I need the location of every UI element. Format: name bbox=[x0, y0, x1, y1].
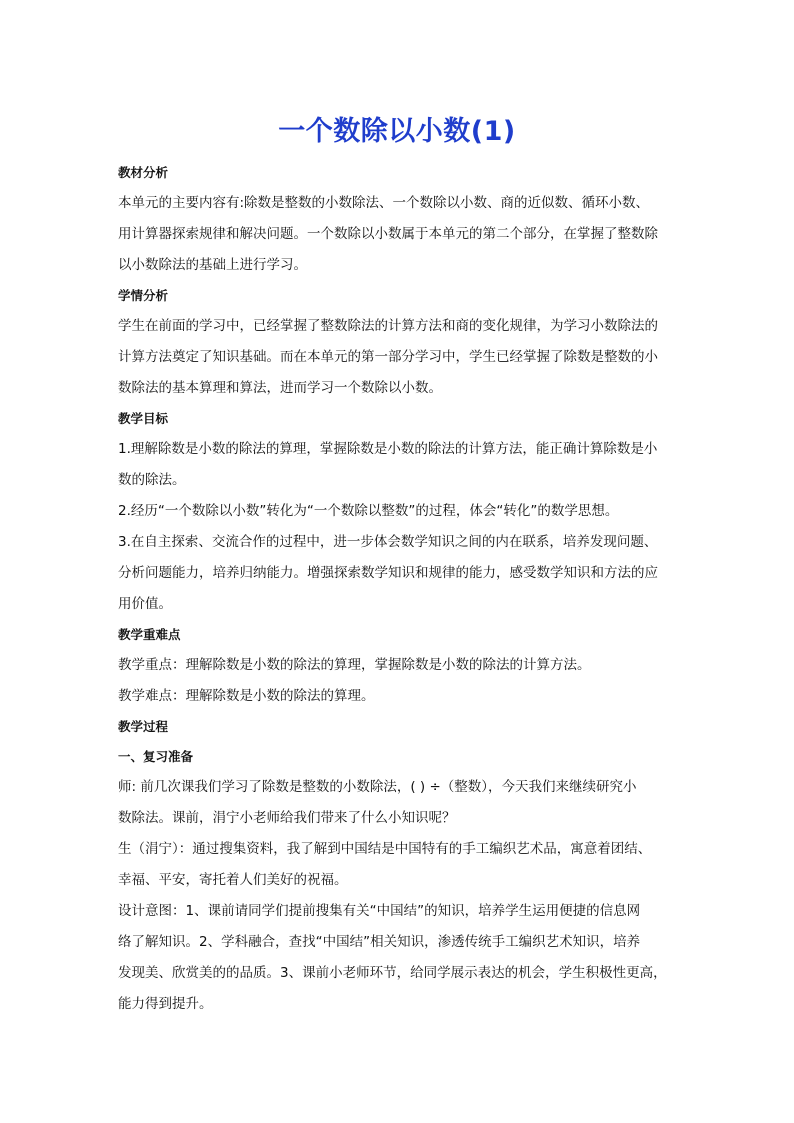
section bbox=[118, 158, 680, 281]
paragraph-line: 用价值。 bbox=[118, 596, 172, 612]
section-heading: 教学目标 bbox=[118, 411, 169, 426]
paragraph-line: 学生在前面的学习中，已经掌握了整数除法的计算方法和商的变化规律，为学习小数除法的 bbox=[118, 318, 658, 334]
paragraph-line: 教学难点：理解除数是小数的除法的算理。 bbox=[118, 688, 375, 704]
page-title: 一个数除以小数(1) bbox=[278, 116, 516, 147]
paragraph bbox=[118, 681, 680, 712]
paragraph-line: 计算方法奠定了知识基础。而在本单元的第一部分学习中，学生已经掌握了除数是整数的小 bbox=[118, 349, 658, 365]
section-heading: 一、复习准备 bbox=[118, 749, 194, 764]
paragraph-line: 数除法的基本算理和算法，进而学习一个数除以小数。 bbox=[118, 380, 442, 396]
paragraph-line: 教学重点：理解除数是小数的除法的算理，掌握除数是小数的除法的计算方法。 bbox=[118, 657, 591, 673]
paragraph bbox=[118, 527, 680, 620]
paragraph-line: 2.经历“一个数除以小数”转化为“一个数除以整数”的过程，体会“转化”的数学思想。 bbox=[118, 503, 619, 519]
paragraph bbox=[118, 496, 680, 527]
section-heading: 教学过程 bbox=[118, 719, 169, 734]
paragraph-line: 络了解知识。2、学科融合，查找“中国结”相关知识，渗透传统手工编织艺术知识，培养 bbox=[118, 934, 641, 950]
section-heading: 教学重难点 bbox=[118, 627, 181, 642]
paragraph-line: 师: 前几次课我们学习了除数是整数的小数除法，( ) ÷（整数），今天我们来继续研究小 bbox=[118, 779, 637, 795]
paragraph-line: 数的除法。 bbox=[118, 472, 186, 488]
paragraph bbox=[118, 434, 680, 496]
paragraph-line: 3.在自主探索、交流合作的过程中，进一步体会数学知识之间的内在联系，培养发现问题、 bbox=[118, 534, 658, 550]
section-heading: 教材分析 bbox=[118, 165, 169, 180]
paragraph bbox=[118, 772, 680, 834]
paragraph bbox=[118, 188, 680, 281]
section bbox=[118, 742, 680, 1020]
paragraph-line: 生（涓宁）：通过搜集资料，我了解到中国结是中国特有的手工编织艺术品，寓意着团结、 bbox=[118, 841, 652, 857]
section bbox=[118, 281, 680, 404]
paragraph-line: 本单元的主要内容有:除数是整数的小数除法、一个数除以小数、商的近似数、循环小数、 bbox=[118, 195, 650, 211]
paragraph bbox=[118, 896, 680, 1020]
paragraph-line: 1.理解除数是小数的除法的算理，掌握除数是小数的除法的计算方法，能正确计算除数是小 bbox=[118, 441, 658, 457]
paragraph-line: 幸福、平安，寄托着人们美好的祝福。 bbox=[118, 872, 348, 888]
paragraph-line: 数除法。课前，涓宁小老师给我们带来了什么小知识呢？ bbox=[118, 810, 456, 826]
document-body bbox=[118, 158, 680, 1020]
paragraph-line: 能力得到提升。 bbox=[118, 996, 213, 1012]
section-heading: 学情分析 bbox=[118, 288, 169, 303]
paragraph-line: 设计意图：1、课前请同学们提前搜集有关“中国结”的知识，培养学生运用便捷的信息网 bbox=[118, 903, 641, 919]
paragraph-line: 分析问题能力，培养归纳能力。增强探索数学知识和规律的能力，感受数学知识和方法的应 bbox=[118, 565, 658, 581]
paragraph bbox=[118, 311, 680, 404]
section bbox=[118, 712, 680, 742]
section bbox=[118, 620, 680, 712]
paragraph bbox=[118, 650, 680, 681]
section bbox=[118, 404, 680, 620]
paragraph-line: 发现美、欣赏美的的品质。3、课前小老师环节，给同学展示表达的机会，学生积极性更高， bbox=[118, 965, 667, 981]
paragraph bbox=[118, 834, 680, 896]
paragraph-line: 用计算器探索规律和解决问题。一个数除以小数属于本单元的第二个部分，在掌握了整数除 bbox=[118, 226, 658, 242]
paragraph-line: 以小数除法的基础上进行学习。 bbox=[118, 257, 307, 273]
